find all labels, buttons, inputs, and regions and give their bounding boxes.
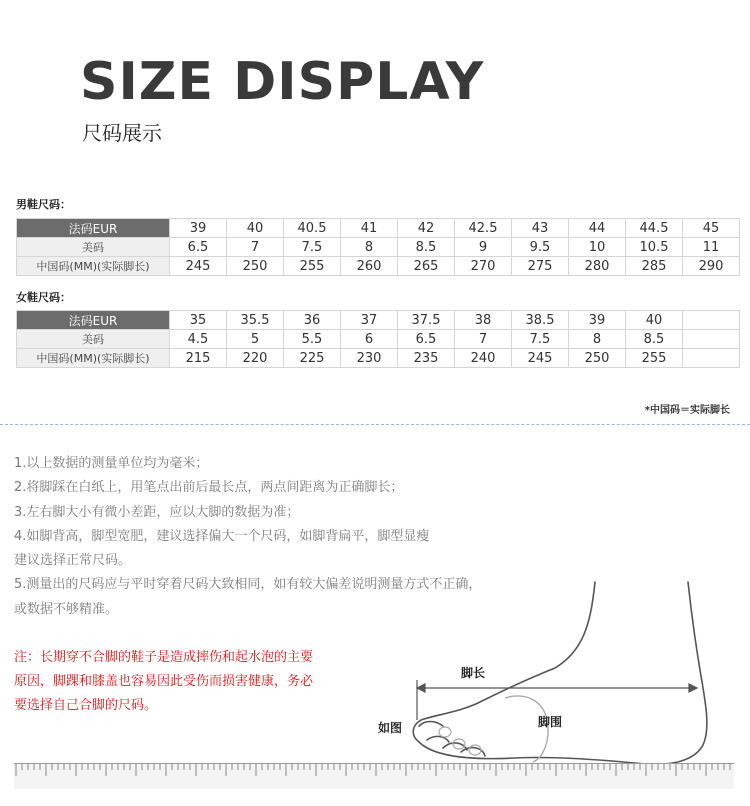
dashed-divider <box>0 424 750 425</box>
size-cell: 5 <box>227 330 284 349</box>
size-cell: 10.5 <box>626 238 683 257</box>
size-cell: 285 <box>626 257 683 276</box>
rule-line: 2.将脚踩在白纸上，用笔点出前后最长点，两点间距离为正确脚长； <box>14 480 404 496</box>
size-cell: 43 <box>512 219 569 238</box>
size-cell: 260 <box>341 257 398 276</box>
size-cell: 290 <box>683 257 740 276</box>
size-row-header: 法码EUR <box>17 219 170 238</box>
size-cell: 255 <box>284 257 341 276</box>
size-cell: 38 <box>455 311 512 330</box>
size-cell: 6.5 <box>398 330 455 349</box>
size-row <box>17 311 740 330</box>
size-cell: 250 <box>569 349 626 368</box>
size-cell: 11 <box>683 238 740 257</box>
rule-line: 或数据不够精准。 <box>14 601 119 617</box>
size-cell: 7.5 <box>284 238 341 257</box>
size-row <box>17 349 740 368</box>
size-cell: 41 <box>341 219 398 238</box>
size-cell <box>683 349 740 368</box>
size-row-header: 美码 <box>17 330 170 349</box>
size-cell: 35.5 <box>227 311 284 330</box>
size-cell: 250 <box>227 257 284 276</box>
size-cell: 45 <box>683 219 740 238</box>
size-row <box>17 257 740 276</box>
size-cell: 230 <box>341 349 398 368</box>
men-size-table <box>16 218 740 276</box>
women-size-label: 女鞋尺码： <box>16 291 71 304</box>
size-cell: 235 <box>398 349 455 368</box>
foot-length-label: 脚长 <box>461 666 486 680</box>
size-cell: 8 <box>569 330 626 349</box>
size-cell <box>683 330 740 349</box>
size-cell: 7.5 <box>512 330 569 349</box>
size-cell: 37 <box>341 311 398 330</box>
warning-text <box>14 646 313 718</box>
size-cell: 44 <box>569 219 626 238</box>
size-cell: 40 <box>626 311 683 330</box>
size-note: *中国码＝实际脚长 <box>644 405 730 416</box>
size-row <box>17 219 740 238</box>
size-cell: 240 <box>455 349 512 368</box>
size-cell: 245 <box>512 349 569 368</box>
size-cell: 36 <box>284 311 341 330</box>
size-cell: 8 <box>341 238 398 257</box>
size-row-header: 美码 <box>17 238 170 257</box>
size-cell: 6 <box>341 330 398 349</box>
rule-line: 1.以上数据的测量单位均为毫米； <box>14 456 209 471</box>
warning-line: 原因，脚踝和膝盖也容易因此受伤而损害健康，务必 <box>14 674 314 689</box>
size-cell: 220 <box>227 349 284 368</box>
size-cell: 7 <box>227 238 284 257</box>
size-cell: 9 <box>455 238 512 257</box>
size-cell: 6.5 <box>170 238 227 257</box>
foot-illustration <box>405 580 735 780</box>
rule-line: 4.如脚背高，脚型宽肥，建议选择偏大一个尺码，如脚背扁平，脚型显瘦 <box>14 528 430 544</box>
rule-line: 5.测量出的尺码应与平时穿着尺码大致相同，如有较大偏差说明测量方式不正确， <box>14 577 482 593</box>
rule-line: 建议选择正常尺码。 <box>14 553 132 569</box>
size-cell: 265 <box>398 257 455 276</box>
size-cell: 44.5 <box>626 219 683 238</box>
size-cell: 35 <box>170 311 227 330</box>
size-cell: 42 <box>398 219 455 238</box>
size-cell: 38.5 <box>512 311 569 330</box>
size-row-header: 法码EUR <box>17 311 170 330</box>
size-cell: 7 <box>455 330 512 349</box>
rule-line: 3.左右脚大小有微小差距，应以大脚的数据为准； <box>14 504 300 520</box>
size-cell: 40.5 <box>284 219 341 238</box>
size-cell: 40 <box>227 219 284 238</box>
size-cell: 215 <box>170 349 227 368</box>
foot-girth-label: 脚围 <box>538 715 563 729</box>
size-cell: 39 <box>569 311 626 330</box>
page-subtitle: 尺码展示 <box>82 121 162 145</box>
size-cell: 255 <box>626 349 683 368</box>
ruler-illustration <box>14 763 734 789</box>
size-cell: 225 <box>284 349 341 368</box>
warning-line: 注：长期穿不合脚的鞋子是造成摔伤和起水泡的主要 <box>14 650 314 665</box>
size-cell: 245 <box>170 257 227 276</box>
size-cell: 9.5 <box>512 238 569 257</box>
size-cell <box>683 311 740 330</box>
size-cell: 10 <box>569 238 626 257</box>
size-row-header: 中国码(MM)(实际脚长) <box>17 349 170 368</box>
size-cell: 4.5 <box>170 330 227 349</box>
women-size-table <box>16 310 740 368</box>
men-size-label: 男鞋尺码： <box>16 198 71 211</box>
size-cell: 42.5 <box>455 219 512 238</box>
example-label: 如图 <box>378 721 403 735</box>
size-cell: 5.5 <box>284 330 341 349</box>
size-cell: 8.5 <box>626 330 683 349</box>
size-cell: 37.5 <box>398 311 455 330</box>
page-title: SIZE DISPLAY <box>80 52 485 112</box>
size-row <box>17 238 740 257</box>
size-cell: 8.5 <box>398 238 455 257</box>
size-row <box>17 330 740 349</box>
warning-line: 要选择自己合脚的尺码。 <box>14 698 158 713</box>
size-cell: 39 <box>170 219 227 238</box>
size-row-header: 中国码(MM)(实际脚长) <box>17 257 170 276</box>
size-cell: 275 <box>512 257 569 276</box>
size-cell: 280 <box>569 257 626 276</box>
size-cell: 270 <box>455 257 512 276</box>
